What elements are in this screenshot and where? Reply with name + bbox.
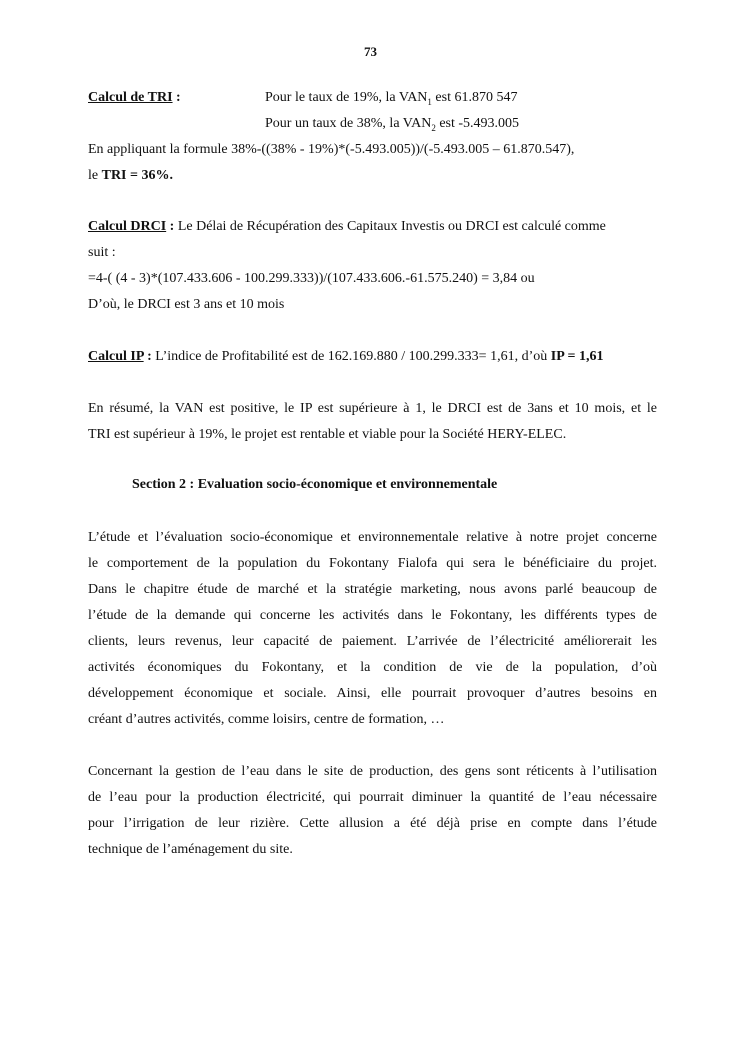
drci-line2: suit : <box>88 245 116 260</box>
para1-line: créant d’autres activités, comme loisirs, centre de formation, … <box>88 712 445 727</box>
para1-line: Dans le chapitre étude de marché et la stratégie marketing, nous avons parlé beaucoup de <box>88 582 657 597</box>
tri-rate2 <box>265 115 519 137</box>
para1-line: clients, leurs revenus, leur capacité de paiement. L’arrivée de l’électricité améliorerait les <box>88 634 657 649</box>
drci-line1 <box>88 218 606 236</box>
ip-text: L’indice de Profitabilité est de 162.169.880 / 100.299.333= 1,61, d’où <box>151 349 551 364</box>
tri-result-prefix: le <box>88 168 102 183</box>
drci-label: Calcul DRCI <box>88 219 167 234</box>
para1-line: le comportement de la population du Fokontany Fialofa qui sera le bénéficiaire du projet. <box>88 556 657 571</box>
para1-line: l’étude de la demande qui concerne les activités dans le Fokontany, les différents types de <box>88 608 657 623</box>
tri-rate1-sub: 1 <box>427 96 432 107</box>
para1-line: développement économique et sociale. Ainsi, elle pourrait provoquer d’autres besoins en <box>88 686 657 701</box>
summary-line1: En résumé, la VAN est positive, le IP est supérieure à 1, le DRCI est de 3ans et 10 mois, et le <box>88 401 657 416</box>
tri-formula: En appliquant la formule 38%-((38% - 19%)*(-5.493.005))/(-5.493.005 – 61.870.547), <box>88 142 575 157</box>
tri-rate1 <box>265 89 517 111</box>
ip-label: Calcul IP <box>88 349 144 364</box>
drci-colon: : <box>166 219 175 234</box>
tri-rate2-text: Pour un taux de 38%, la VAN <box>265 116 432 131</box>
tri-result-line <box>88 167 173 185</box>
tri-heading <box>88 89 181 107</box>
para2-line: technique de l’aménagement du site. <box>88 842 293 857</box>
summary-line2: TRI est supérieur à 19%, le projet est rentable et viable pour la Société HERY-ELEC. <box>88 427 567 442</box>
para2-line: Concernant la gestion de l’eau dans le site de production, des gens sont réticents à l’utilisation <box>88 764 657 779</box>
para2-line: de l’eau pour la production électricité, qui pourrait diminuer la quantité de l’eau nécessaire <box>88 790 657 805</box>
ip-colon: : <box>143 349 152 364</box>
section-title: Section 2 : Evaluation socio-économique et environnementale <box>132 477 498 492</box>
tri-result: TRI = 36%. <box>101 168 173 183</box>
para2-line: pour l’irrigation de leur rizière. Cette allusion a été déjà prise en compte dans l’étude <box>88 816 657 831</box>
drci-formula: =4-( (4 - 3)*(107.433.606 - 100.299.333))/(107.433.606.-61.575.240) = 3,84 ou <box>88 271 535 286</box>
tri-rate2-tail: est -5.493.005 <box>435 116 520 131</box>
tri-rate1-text: Pour le taux de 19%, la VAN <box>265 90 428 105</box>
tri-colon: : <box>172 90 181 105</box>
drci-conclusion: D’où, le DRCI est 3 ans et 10 mois <box>88 297 285 312</box>
drci-text1: Le Délai de Récupération des Capitaux Investis ou DRCI est calculé comme <box>174 219 606 234</box>
ip-result: IP = 1,61 <box>550 349 604 364</box>
tri-rate1-tail: est 61.870 547 <box>431 90 518 105</box>
para1-line: L’étude et l’évaluation socio-économique et environnementale relative à notre projet concerne <box>88 530 657 545</box>
tri-label: Calcul de TRI <box>88 90 173 105</box>
tri-rate2-sub: 2 <box>431 122 436 133</box>
ip-line <box>88 348 603 366</box>
page-number: 73 <box>364 44 377 59</box>
para1-line: activités économiques du Fokontany, et la condition de vie de la population, d’où <box>88 660 657 675</box>
